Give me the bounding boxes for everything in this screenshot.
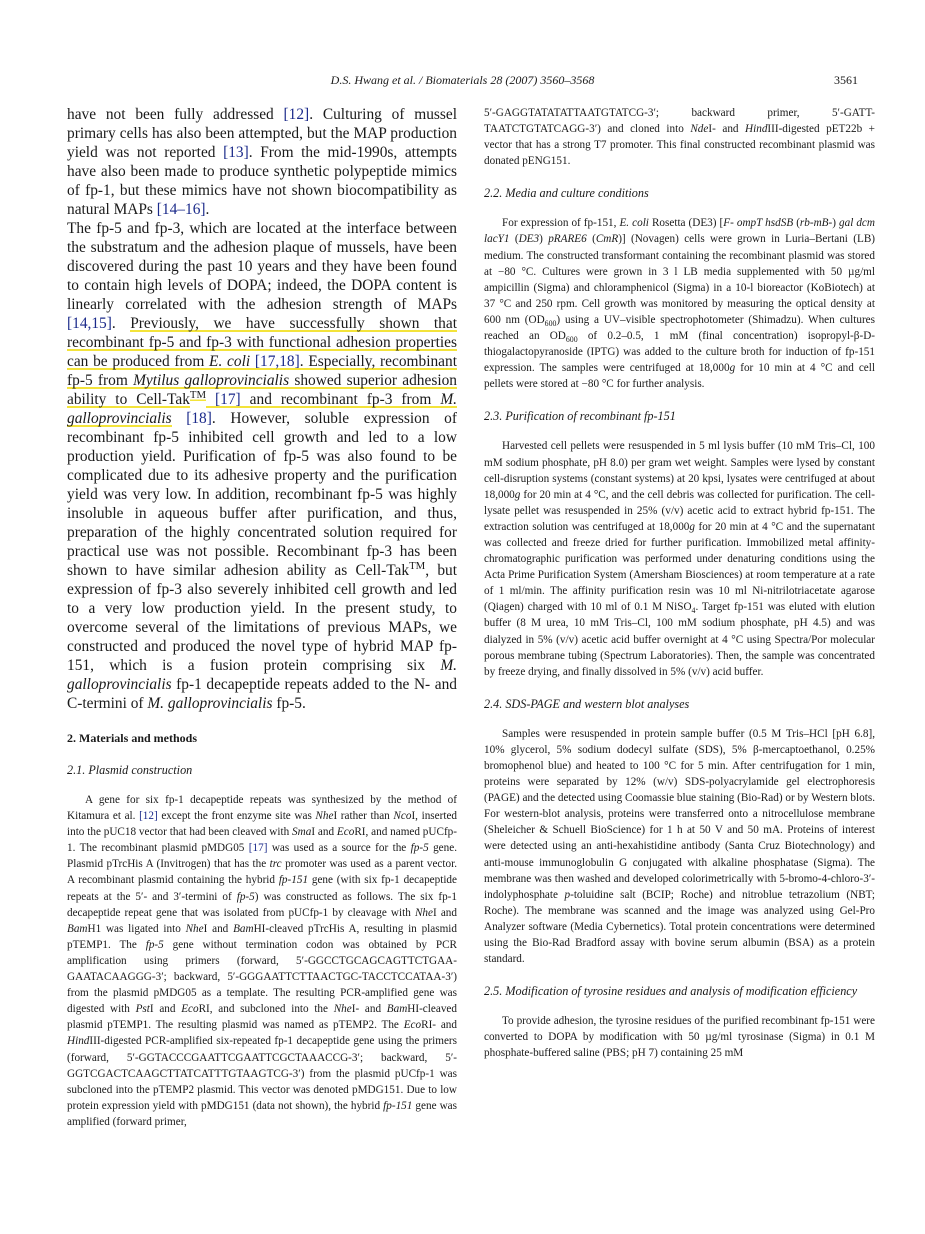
citation-link[interactable]: [17] (248, 842, 268, 855)
text-run: . Especially, recombinant fp-5 from (67, 353, 457, 389)
text-run: fp-5 (236, 890, 255, 903)
text-run: showed superior adhesion ability to Cell-Tak (67, 372, 457, 408)
text-run: fp-5 (145, 938, 164, 951)
text-run: g (689, 520, 695, 533)
text-run: gene was amplified (forward primer, (67, 1099, 457, 1128)
section-heading: 2. Materials and methods (67, 731, 197, 745)
text-run: 4 (691, 606, 696, 616)
text-run: pRARE6 (548, 233, 587, 246)
text-run: Nhe (315, 810, 334, 823)
text-run: Nde (690, 123, 709, 136)
text-run: For expression of fp-151, (502, 217, 620, 230)
text-run: Nhe (333, 1003, 352, 1016)
text-run: promoter was used as a parent vector. A recombinant plasmid containing the hybrid (67, 858, 457, 887)
text-run: F- ompT hsdSB (723, 217, 794, 230)
text-run: except the front enzyme site was (157, 810, 316, 823)
text-run: A gene for six fp-1 decapeptide repeats was synthesized by the method of Kitamura et al. (67, 794, 457, 823)
text-run: CmR (595, 233, 619, 246)
text-run: . From the mid-1990s, attempts have also been made to produce synthetic polypeptide mimics of fp-1, but these mimics have not shown biocompatibility as natural MAPs (67, 144, 457, 218)
text-run: I- and (351, 1003, 387, 1016)
text-run: Hind (745, 123, 768, 136)
text-run: I and (432, 906, 457, 919)
text-run: gene without termination codon was obtained by PCR amplification using primers (forward, 5′-GGCCTGCAGCAGTTCTGAA-GAATACAAGGG-3′; backward, 5′-GGGAATTCTTAACTGC-TACCTCCATAA-3′) from the plasmid pMDG05 as a template. The resulting PCR-amplified gene was digested with (67, 938, 457, 1016)
subsection-heading-2-3: 2.3. Purification of recombinant fp-151 (484, 409, 676, 424)
purification-paragraph (484, 438, 875, 679)
text-run: g (514, 488, 521, 501)
text-run: Rosetta (DE3) [ (648, 217, 724, 230)
text-run: for 10 min at 4 °C and cell pellets were stored at −80 °C for further analysis. (484, 362, 875, 391)
text-run: ) was constructed as follows. The six fp-1 decapeptide repeat gene that was isolated from pUCfp-1 by cleavage with (67, 890, 457, 919)
citation-link[interactable]: [17,18] (254, 353, 300, 370)
media-culture-paragraph (484, 215, 875, 392)
text-run: fp-151 (278, 874, 309, 887)
text-run: fp-5 (410, 842, 429, 855)
left-column (67, 105, 457, 1130)
text-run: for 20 min at 4 °C, and the cell debris was collected for purification. The cell-lysate pellet was resuspended in 25% (v/v) acetic acid to extract hybrid fp-151. The extraction solution was centrifuged at 18,000 (484, 488, 875, 533)
citation-link[interactable]: [13] (223, 144, 249, 161)
text-run: Previously, we have successfully shown that recombinant fp-5 and fp-3 with functional adhesion properties can be produced from (67, 315, 457, 370)
text-run: and recombinant fp-3 from (240, 391, 441, 408)
text-run: RI, and named pUCfp-1. The recombinant plasmid pMDG05 (67, 826, 457, 855)
citation-link[interactable]: [14,15] (67, 315, 112, 332)
text-run: Bam (386, 1003, 408, 1016)
text-run: )] (Novagen) cells were grown in Luria–Bertani (LB) medium. The constructed transformant containing the recombinant plasmid was stored at −80 °C. Cultures were grown in 3 l LB media supplemented with 50 µg/ml ampicillin (Sigma) and chloramphenicol (Sigma) in a 10-l bioreactor (KoBiotech) at 37 °C and 250 rpm. Cell growth was monitored by measuring the optical density at 600 nm (OD (484, 233, 876, 326)
text-run: Eco (181, 1003, 199, 1016)
text-run: fp-1 decapeptide repeats added to the N- and C-termini of (67, 676, 457, 712)
subsection-heading-2-4: 2.4. SDS-PAGE and western blot analyses (484, 696, 690, 711)
text-run: The fp-5 and fp-3, which are located at the interface between the substratum and the adhesion plaque of mussels, have been discovered during the past 10 years and they have been found to contain high levels of DOPA; indeed, the DOPA content is linearly correlated with the adhesion strength of MAPs (67, 220, 457, 313)
text-run: 600 (565, 335, 578, 345)
subsection-heading-2-1: 2.1. Plasmid construction (67, 763, 193, 777)
text-run: HI-cleaved pTrcHis A, resulting in plasmid pTEMP1. The (67, 922, 457, 951)
text-run: Eco (336, 826, 355, 839)
text-run: RI, and subcloned into the (198, 1003, 334, 1016)
text-run: III-digested pET22b + vector that has a strong T7 promoter. This final constructed recombinant plasmid was donated pENG151. (484, 123, 875, 168)
text-run: DE3 (518, 233, 540, 246)
text-run: Hind (67, 1035, 90, 1048)
text-run: III-digested PCR-amplified six-repeated fp-1 decapeptide gene using the primers (forward, 5′-GGTACCCGAATTCGAATTCGCTAAACCG-3′; backward, 5′-GGTCGACTCAAGCTTATCATTTGTAAGTCG-3′) from the plasmid pUCfp-1 was subcloned into the pTEMP2 plasmid. This vector was denoted pMDG151. Due to low protein expression yield with pMDG151 (data not shown), the hybrid (67, 1035, 457, 1112)
text-run (172, 410, 187, 427)
text-run: of 0.2–0.5, 1 mM (final concentration) isopropyl-β-D-thiogalactopyranoside (IPTG) was added to the culture broth for induction of fp-151 expression. The samples were centrifuged at 18,000 (484, 330, 875, 375)
text-run: Pst (135, 1003, 150, 1016)
text-run: M. galloprovincialis (67, 391, 457, 427)
text-run: H1 was ligated into (87, 922, 186, 935)
citation-link[interactable]: [12] (139, 810, 158, 823)
text-run: E. coli (209, 353, 251, 370)
sds-page-paragraph (484, 726, 875, 967)
text-run: for 20 min at 4 °C and the supernatant was collected and freeze dried for further purification. Immobilized metal affinity-chromatographic purification was performed under denaturing conditions using the Acta Prime Purification System (Amersham Biosciences) at room temperature at a rate of 1 ml/min. The affinity purification resin was 10 ml Ni-nitrilotriacetate agarose (Qiagen) charged with 10 ml of 0.1 M NiSO (484, 520, 875, 614)
citation-link[interactable]: [17] (215, 391, 241, 408)
text-run: fp-5. (272, 695, 306, 712)
text-run: Nco (393, 810, 412, 823)
text-run: . Culturing of mussel primary cells has also been attempted, but the MAP production yield was not reported (67, 106, 458, 161)
citation-link[interactable]: [14–16] (156, 201, 206, 218)
text-run: . (205, 201, 210, 218)
text-run: . Target fp-151 was eluted with elution buffer (8 M urea, 10 mM Tris–Cl, 100 mM sodium phosphate, pH 4.5) and was dialyzed in 5% (v/v) acetic acid buffer overnight at 4 °C using Spectra/Por molecular porous membrane tubing (Spectrum Laboratories). Then, the sample was concentrated by freeze drying, and finally dissolved in 5% (v/v) acid buffer. (484, 601, 876, 678)
text-run (206, 391, 215, 408)
text-run: . However, soluble expression of recombinant fp-5 inhibited cell growth and led to a low production yield. Purification of fp-5 was also found to be complicated due to its adhesive property and the purification yield was very low. In addition, recombinant fp-5 was highly insoluble in aqueous buffer after purification, and thus, preparation of the highly concentrated solution required for practical use was not possible. Recombinant fp-3 has been shown to have similar adhesion ability as Cell-Tak (67, 410, 457, 579)
text-run: 5′-GAGGTATATATTAATGTATCG-3′; backward primer, 5′-GATT-TAATCTGTATCAGG-3′) and cloned into (484, 107, 875, 136)
text-run: -toluidine salt (BCIP; Roche) and nitroblue tetrazolium (NBT; Roche). The membrane was scanned and the image was analyzed using Gel-Pro Analyzer software (Media Cybernetics). Total protein concentrations were determined using the Bio-Rad Bradford assay with bovine serum albumin (BSA) as a protein standard. (484, 888, 875, 966)
text-run: gene (with six fp-1 decapeptide repeats at the 5′- and 3′-termini of (67, 874, 457, 903)
text-run: To provide adhesion, the tyrosine residues of the purified recombinant fp-151 were converted to DOPA by modification with 50 µg/ml tyrosinase (Sigma) in 0.1 M phosphate-buffered saline (PBS; pH 7) containing 25 mM (484, 1015, 875, 1060)
plasmid-construction-continued (484, 105, 875, 169)
text-run: p (564, 888, 571, 901)
text-run: g (729, 362, 736, 375)
subsection-heading-2-2: 2.2. Media and culture conditions (484, 186, 649, 201)
plasmid-construction-paragraph (67, 792, 457, 1130)
text-run: Bam (67, 922, 88, 935)
text-run: TM (409, 559, 426, 572)
text-run: was used as a source for the (267, 842, 411, 855)
text-run: Mytilus galloprovincialis (133, 372, 290, 389)
text-run: . (111, 315, 131, 332)
citation-link[interactable]: [12] (283, 106, 310, 123)
text-run: I, inserted into the pUC18 vector that had been cleaved with (67, 810, 457, 839)
text-run: trc (269, 858, 282, 871)
page-number: 3561 (834, 73, 858, 87)
text-run: 600 (544, 319, 557, 329)
text-run: I- and (708, 123, 746, 136)
text-run: have not been fully addressed (67, 106, 284, 123)
text-run: fp-151 (383, 1099, 413, 1112)
text-run: ( (793, 217, 800, 230)
modification-paragraph (484, 1013, 875, 1061)
text-run: E. coli (619, 217, 649, 230)
intro-paragraph-1 (67, 105, 457, 219)
text-run: Samples were resuspended in protein sample buffer (0.5 M Tris–HCl [pH 6.8], 10% glycerol, 5% sodium dodecyl sulfate (SDS), 5% β-mercaptoethanol, 0.25% bromophenol blue) and heated to 100 °C for 5 min. After centrifugation for 1 min, proteins were separated by 12% (w/v) SDS-polyacrylamide gel electrophoresis (PAGE) and the detected using Coomassie blue staining (Bio-Rad) or by Western blots. For western-blot analysis, proteins were transferred onto a nitrocellulose membrane (Sheleicher & Schuell BioScience) for 1 h at 50 V and 50 mA. Proteins of interest were detected using an anti-hexahistidine antibody (Santa Cruz Biotechnology) and anti-mouse immunoglobulin G conjugated with alkaline phosphatase (Sigma). The membrane was then washed and developed colorimetrically with 5-bromo-4-chloro-3′-indolyphosphate (484, 727, 875, 901)
text-run: gal dcm lacY1 (484, 217, 875, 246)
text-run: I rather than (333, 810, 394, 823)
text-run: I and (149, 1003, 182, 1016)
text-run: I and (311, 826, 337, 839)
text-run: HI-cleaved plasmid pTEMP1. The resulting plasmid was named as pTEMP2. The (67, 1003, 457, 1032)
subsection-heading-2-5: 2.5. Modification of tyrosine residues and analysis of modification efficiency (484, 984, 858, 999)
text-run: M. galloprovincialis (147, 695, 273, 712)
text-run: RI- and (421, 1019, 457, 1032)
text-run: , but expression of fp-3 also severely inhibited cell growth and led to a very low production yield. In the present study, to overcome several of the limitations of previous MAPs, we constructed and produced the novel type of hybrid MAP fp-151, which is a fusion protein comprising six (67, 562, 457, 674)
text-run: ( (586, 233, 596, 246)
text-run: ) using a UV–visible spectrophotometer (Shimadzu). When cultures reached an OD (484, 313, 875, 343)
text-run: gene. Plasmid pTrcHis A (Invitrogen) that has the (67, 842, 457, 871)
text-run: TM (189, 388, 207, 401)
text-run: Harvested cell pellets were resuspended in 5 ml lysis buffer (10 mM Tris–Cl, 100 mM sodium phosphate, pH 8.0) per gram wet weight. Samples were lysed by constant cell-disruption systems (constant systems) at 20 kpsi, lysates were centrifuged at about 18,000 (484, 440, 875, 501)
page-header (0, 72, 925, 88)
text-run: Bam (233, 922, 254, 935)
right-column (484, 105, 875, 1062)
text-run: ) (539, 233, 549, 246)
text-run: Sma (292, 826, 312, 839)
text-run: I and (203, 922, 234, 935)
running-head: D.S. Hwang et al. / Biomaterials 28 (2007) 3560–3568 (330, 73, 595, 87)
text-run: rb-mB- (799, 217, 833, 230)
intro-paragraph-2 (67, 219, 457, 713)
text-run: ( (509, 233, 519, 246)
citation-link[interactable]: [18] (186, 410, 212, 427)
text-run: Nhe (185, 922, 204, 935)
text-run: M. galloprovincialis (67, 657, 457, 693)
text-run: Nhe (414, 906, 433, 919)
text-run: ) (832, 217, 839, 230)
text-run: Eco (403, 1019, 422, 1032)
